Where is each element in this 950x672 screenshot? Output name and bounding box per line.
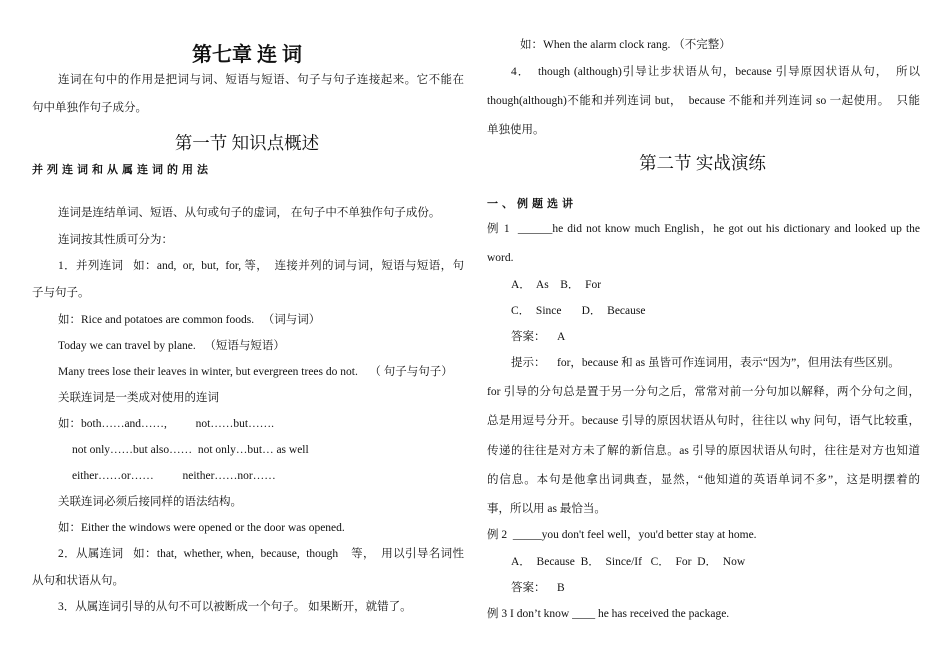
example-1-hint: 事，所以用 as 最恰当。 <box>487 503 606 515</box>
point-1-line: 1．并列连词 如：and, or, but, for, 等， 连接并列的词与词，短语与短语，句 <box>58 260 464 272</box>
classification-intro: 连词按其性质可分为： <box>58 234 173 246</box>
section-title: 第二节 实战演练 <box>639 153 766 173</box>
example-2-options: A． Because B． Since/If C． For D． Now <box>511 556 746 568</box>
correlative-pair-line: not only……but also…… not only…but… as well <box>72 444 309 456</box>
correlative-pair-line: 如：both……and……, not……but……. <box>58 418 274 430</box>
right-column <box>475 0 950 672</box>
correlative-note: 关联连词必须后接同样的语法结构。 <box>58 496 242 508</box>
intro-line: 句中单独作句子成分。 <box>32 102 147 114</box>
example-sentence: Today we can travel by plane. （短语与短语） <box>58 340 285 352</box>
example-1-hint: 总是用逗号分开。because 引导的原因状语从句时，往往以 why 问句，语气比较重， <box>487 415 920 427</box>
example-2-question: 例 2 _____you don't feel well，you'd better stay at home. <box>487 529 757 541</box>
point-1-line: 子与句子。 <box>32 287 90 299</box>
example-1-hint: 传递的往往是对方未了解的新信息。as 引导的原因状语从句时，往往是对方也知道 <box>487 445 920 457</box>
example-2-answer: 答案： B <box>511 582 565 594</box>
section-title: 第一节 知识点概述 <box>174 133 320 153</box>
example-sentence: 如：Either the windows were opened or the door was opened. <box>58 522 345 534</box>
point-4-line: though(although)不能和并列连词 but， because 不能和并列连词 so 一起使用。 只能 <box>487 95 920 107</box>
point-4-line: 4． though (although)引导让步状语从句，because 引导原因状语从句， 所以 <box>511 66 920 78</box>
example-sentence: 如：Rice and potatoes are common foods. （词与词） <box>58 314 321 326</box>
example-1-hint: for 引导的分句总是置于另一分句之后，常常对前一分句加以解释，两个分句之间， <box>487 386 920 398</box>
point-2-line: 2．从属连词 如：that, whether, when, because, though 等， 用以引导名词性 <box>58 548 464 560</box>
example-1-answer: 答案： A <box>511 331 566 343</box>
example-1-hint: 提示： for，because 和 as 虽皆可作连词用，表示“因为”，但用法有些区别。 <box>511 357 900 369</box>
example-1-hint: 的信息。本句是他拿出词典查，显然，“他知道的英语单词不多”，这是明摆着的 <box>487 474 920 486</box>
example-3-question: 例 3 I don’t know ____ he has received the package. <box>487 608 730 620</box>
subheading: 一、例题选讲 <box>487 198 577 210</box>
chapter-title: 第七章 连 词 <box>192 44 302 66</box>
example-1-question: word. <box>487 252 514 264</box>
correlative-intro: 关联连词是一类成对使用的连词 <box>58 392 219 404</box>
intro-line: 连词在句中的作用是把词与词、短语与短语、句子与句子连接起来。它不能在 <box>58 74 464 86</box>
example-1-options: A． As B． For <box>511 279 602 291</box>
definition-line: 连词是连结单词、短语、从句或句子的虚词， 在句子中不单独作句子成份。 <box>58 207 441 219</box>
example-1-options: C． Since D． Because <box>511 305 646 317</box>
point-3-line: 3．从属连词引导的从句不可以被断成一个句子。 如果断开，就错了。 <box>58 601 412 613</box>
example-1-question: 例 1 ______he did not know much English，he got out his dictionary and looked up the <box>487 223 920 235</box>
example-sentence: 如：When the alarm clock rang. （不完整） <box>520 39 731 51</box>
point-4-line: 单独使用。 <box>487 124 545 136</box>
subheading: 并列连词和从属连词的用法 <box>32 164 212 176</box>
correlative-pair-line: either……or…… neither……nor…… <box>72 470 276 482</box>
point-2-line: 从句和状语从句。 <box>32 575 124 587</box>
example-sentence: Many trees lose their leaves in winter, but evergreen trees do not. （ 句子与句子） <box>58 366 453 378</box>
